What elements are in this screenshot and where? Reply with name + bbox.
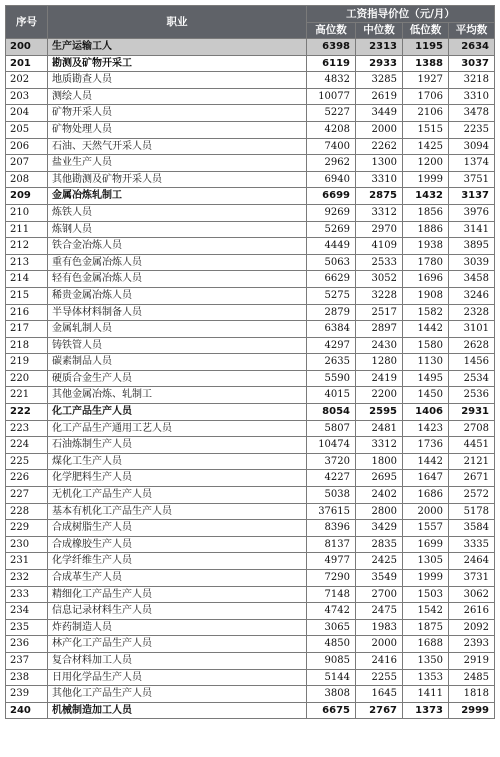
occupation-cell: 炸药制造人员	[48, 619, 307, 636]
high-value-cell: 9269	[307, 204, 356, 221]
table-row	[6, 652, 495, 669]
occupation-cell: 炼铁人员	[48, 204, 307, 221]
occupation-cell: 合成树脂生产人员	[48, 520, 307, 537]
mid-value-cell: 2481	[356, 420, 403, 437]
high-value-cell: 2879	[307, 304, 356, 321]
low-value-cell: 1999	[403, 570, 449, 587]
high-value-cell: 5807	[307, 420, 356, 437]
mid-value-cell: 3310	[356, 171, 403, 188]
table-row	[6, 686, 495, 703]
table-row	[6, 171, 495, 188]
occupation-cell: 矿物处理人员	[48, 121, 307, 138]
low-value-cell: 1373	[403, 702, 449, 719]
serial-no-cell: 238	[6, 669, 48, 686]
serial-no-cell: 226	[6, 470, 48, 487]
serial-no-cell: 207	[6, 155, 48, 172]
table-row	[6, 138, 495, 155]
occupation-cell: 精细化工产品生产人员	[48, 586, 307, 603]
table-row	[6, 453, 495, 470]
serial-no-cell: 213	[6, 254, 48, 271]
serial-no-cell: 222	[6, 404, 48, 421]
occupation-cell: 化学肥料生产人员	[48, 470, 307, 487]
table-row	[6, 121, 495, 138]
mid-value-cell: 3449	[356, 105, 403, 122]
low-value-cell: 1305	[403, 553, 449, 570]
table-row	[6, 221, 495, 238]
mid-value-cell: 2313	[356, 39, 403, 56]
mid-value-cell: 3285	[356, 72, 403, 89]
avg-value-cell: 2464	[449, 553, 495, 570]
serial-no-cell: 216	[6, 304, 48, 321]
occupation-cell: 测绘人员	[48, 88, 307, 105]
low-value-cell: 1927	[403, 72, 449, 89]
avg-value-cell: 3218	[449, 72, 495, 89]
mid-value-cell: 2000	[356, 121, 403, 138]
occupation-cell: 金属冶炼轧制工	[48, 188, 307, 205]
serial-no-cell: 239	[6, 686, 48, 703]
serial-no-cell: 215	[6, 287, 48, 304]
avg-value-cell: 2999	[449, 702, 495, 719]
table-row	[6, 553, 495, 570]
avg-value-cell: 2536	[449, 387, 495, 404]
high-value-cell: 4015	[307, 387, 356, 404]
occupation-cell: 生产运输工人	[48, 39, 307, 56]
mid-value-cell: 3312	[356, 437, 403, 454]
low-value-cell: 1350	[403, 652, 449, 669]
occupation-cell: 稀贵金属冶炼人员	[48, 287, 307, 304]
table-row	[6, 487, 495, 504]
table-row	[6, 404, 495, 421]
low-value-cell: 1542	[403, 603, 449, 620]
occupation-cell: 其他化工产品生产人员	[48, 686, 307, 703]
table-row	[6, 570, 495, 587]
high-value-cell: 5038	[307, 487, 356, 504]
low-value-cell: 1515	[403, 121, 449, 138]
avg-value-cell: 3141	[449, 221, 495, 238]
high-value-cell: 5269	[307, 221, 356, 238]
mid-value-cell: 2933	[356, 55, 403, 72]
high-value-cell: 6675	[307, 702, 356, 719]
occupation-cell: 煤化工生产人员	[48, 453, 307, 470]
table-row	[6, 188, 495, 205]
high-value-cell: 4208	[307, 121, 356, 138]
avg-value-cell: 3062	[449, 586, 495, 603]
low-value-cell: 1999	[403, 171, 449, 188]
mid-value-cell: 2430	[356, 337, 403, 354]
occupation-cell: 其他勘测及矿物开采人员	[48, 171, 307, 188]
serial-no-cell: 200	[6, 39, 48, 56]
avg-value-cell: 3101	[449, 321, 495, 338]
table-row	[6, 619, 495, 636]
avg-value-cell: 1374	[449, 155, 495, 172]
mid-value-cell: 2475	[356, 603, 403, 620]
serial-no-cell: 229	[6, 520, 48, 537]
occupation-cell: 硬质合金生产人员	[48, 370, 307, 387]
mid-value-cell: 2595	[356, 404, 403, 421]
avg-value-cell: 2708	[449, 420, 495, 437]
table-row	[6, 470, 495, 487]
serial-no-cell: 208	[6, 171, 48, 188]
mid-value-cell: 2700	[356, 586, 403, 603]
low-value-cell: 1647	[403, 470, 449, 487]
low-value-cell: 1736	[403, 437, 449, 454]
avg-value-cell: 2328	[449, 304, 495, 321]
avg-value-cell: 3039	[449, 254, 495, 271]
serial-no-cell: 209	[6, 188, 48, 205]
table-row	[6, 437, 495, 454]
occupation-cell: 合成革生产人员	[48, 570, 307, 587]
low-value-cell: 2000	[403, 503, 449, 520]
table-row	[6, 636, 495, 653]
table-row	[6, 254, 495, 271]
occupation-cell: 基本有机化工产品生产人员	[48, 503, 307, 520]
wage-table-container	[5, 5, 494, 719]
table-row	[6, 321, 495, 338]
serial-no-cell: 225	[6, 453, 48, 470]
high-value-cell: 7400	[307, 138, 356, 155]
high-value-cell: 6699	[307, 188, 356, 205]
high-value-cell: 5275	[307, 287, 356, 304]
serial-no-cell: 236	[6, 636, 48, 653]
occupation-cell: 化工产品生产通用工艺人员	[48, 420, 307, 437]
occupation-cell: 碳素制品人员	[48, 354, 307, 371]
occupation-cell: 轻有色金属冶炼人员	[48, 271, 307, 288]
low-value-cell: 2106	[403, 105, 449, 122]
mid-value-cell: 1280	[356, 354, 403, 371]
high-value-cell: 5590	[307, 370, 356, 387]
avg-value-cell: 2534	[449, 370, 495, 387]
low-value-cell: 1503	[403, 586, 449, 603]
mid-value-cell: 2517	[356, 304, 403, 321]
occupation-cell: 重有色金属冶炼人员	[48, 254, 307, 271]
high-value-cell: 8137	[307, 536, 356, 553]
high-value-cell: 2962	[307, 155, 356, 172]
header-mid: 中位数	[356, 23, 403, 39]
table-row	[6, 72, 495, 89]
table-row	[6, 520, 495, 537]
serial-no-cell: 227	[6, 487, 48, 504]
table-row	[6, 702, 495, 719]
mid-value-cell: 2255	[356, 669, 403, 686]
table-row	[6, 420, 495, 437]
avg-value-cell: 2092	[449, 619, 495, 636]
high-value-cell: 4742	[307, 603, 356, 620]
table-row	[6, 387, 495, 404]
high-value-cell: 7290	[307, 570, 356, 587]
low-value-cell: 1442	[403, 453, 449, 470]
high-value-cell: 7148	[307, 586, 356, 603]
table-row	[6, 287, 495, 304]
table-row	[6, 55, 495, 72]
wage-guideline-table	[5, 5, 495, 719]
mid-value-cell: 4109	[356, 238, 403, 255]
serial-no-cell: 235	[6, 619, 48, 636]
serial-no-cell: 210	[6, 204, 48, 221]
high-value-cell: 6629	[307, 271, 356, 288]
occupation-cell: 化学纤维生产人员	[48, 553, 307, 570]
occupation-cell: 机械制造加工人员	[48, 702, 307, 719]
low-value-cell: 1582	[403, 304, 449, 321]
occupation-cell: 无机化工产品生产人员	[48, 487, 307, 504]
serial-no-cell: 219	[6, 354, 48, 371]
table-row	[6, 155, 495, 172]
occupation-cell: 信息记录材料生产人员	[48, 603, 307, 620]
high-value-cell: 6398	[307, 39, 356, 56]
table-row	[6, 105, 495, 122]
header-occupation: 职业	[48, 6, 307, 39]
serial-no-cell: 220	[6, 370, 48, 387]
mid-value-cell: 2419	[356, 370, 403, 387]
mid-value-cell: 3549	[356, 570, 403, 587]
high-value-cell: 8396	[307, 520, 356, 537]
low-value-cell: 1580	[403, 337, 449, 354]
avg-value-cell: 3976	[449, 204, 495, 221]
mid-value-cell: 2416	[356, 652, 403, 669]
serial-no-cell: 232	[6, 570, 48, 587]
table-row	[6, 88, 495, 105]
high-value-cell: 3065	[307, 619, 356, 636]
mid-value-cell: 3228	[356, 287, 403, 304]
serial-no-cell: 233	[6, 586, 48, 603]
high-value-cell: 4850	[307, 636, 356, 653]
serial-no-cell: 223	[6, 420, 48, 437]
serial-no-cell: 218	[6, 337, 48, 354]
avg-value-cell: 3094	[449, 138, 495, 155]
serial-no-cell: 202	[6, 72, 48, 89]
mid-value-cell: 3429	[356, 520, 403, 537]
header-wage-group: 工资指导价位（元/月）	[307, 6, 495, 23]
serial-no-cell: 237	[6, 652, 48, 669]
mid-value-cell: 2695	[356, 470, 403, 487]
avg-value-cell: 3895	[449, 238, 495, 255]
low-value-cell: 1423	[403, 420, 449, 437]
mid-value-cell: 2262	[356, 138, 403, 155]
high-value-cell: 3808	[307, 686, 356, 703]
avg-value-cell: 2235	[449, 121, 495, 138]
low-value-cell: 1886	[403, 221, 449, 238]
serial-no-cell: 206	[6, 138, 48, 155]
high-value-cell: 6384	[307, 321, 356, 338]
table-row	[6, 354, 495, 371]
table-row	[6, 536, 495, 553]
table-body	[6, 39, 495, 719]
avg-value-cell: 3458	[449, 271, 495, 288]
avg-value-cell: 3751	[449, 171, 495, 188]
table-row	[6, 370, 495, 387]
avg-value-cell: 3310	[449, 88, 495, 105]
table-row	[6, 669, 495, 686]
avg-value-cell: 2485	[449, 669, 495, 686]
avg-value-cell: 2572	[449, 487, 495, 504]
header-high: 高位数	[307, 23, 356, 39]
high-value-cell: 4227	[307, 470, 356, 487]
low-value-cell: 1557	[403, 520, 449, 537]
avg-value-cell: 3246	[449, 287, 495, 304]
low-value-cell: 1425	[403, 138, 449, 155]
high-value-cell: 5063	[307, 254, 356, 271]
occupation-cell: 地质勘查人员	[48, 72, 307, 89]
avg-value-cell: 1456	[449, 354, 495, 371]
mid-value-cell: 2875	[356, 188, 403, 205]
avg-value-cell: 3584	[449, 520, 495, 537]
high-value-cell: 6119	[307, 55, 356, 72]
occupation-cell: 石油炼制生产人员	[48, 437, 307, 454]
high-value-cell: 10077	[307, 88, 356, 105]
low-value-cell: 1856	[403, 204, 449, 221]
high-value-cell: 4297	[307, 337, 356, 354]
occupation-cell: 铁合金冶炼人员	[48, 238, 307, 255]
high-value-cell: 10474	[307, 437, 356, 454]
low-value-cell: 1495	[403, 370, 449, 387]
occupation-cell: 半导体材料制备人员	[48, 304, 307, 321]
low-value-cell: 1699	[403, 536, 449, 553]
high-value-cell: 8054	[307, 404, 356, 421]
low-value-cell: 1706	[403, 88, 449, 105]
avg-value-cell: 4451	[449, 437, 495, 454]
occupation-cell: 林产化工产品生产人员	[48, 636, 307, 653]
low-value-cell: 1688	[403, 636, 449, 653]
mid-value-cell: 2533	[356, 254, 403, 271]
serial-no-cell: 212	[6, 238, 48, 255]
low-value-cell: 1388	[403, 55, 449, 72]
low-value-cell: 1938	[403, 238, 449, 255]
table-row	[6, 337, 495, 354]
occupation-cell: 铸铁管人员	[48, 337, 307, 354]
high-value-cell: 37615	[307, 503, 356, 520]
avg-value-cell: 2616	[449, 603, 495, 620]
mid-value-cell: 2835	[356, 536, 403, 553]
high-value-cell: 4832	[307, 72, 356, 89]
serial-no-cell: 201	[6, 55, 48, 72]
serial-no-cell: 217	[6, 321, 48, 338]
mid-value-cell: 2619	[356, 88, 403, 105]
low-value-cell: 1875	[403, 619, 449, 636]
mid-value-cell: 2425	[356, 553, 403, 570]
occupation-cell: 合成橡胶生产人员	[48, 536, 307, 553]
occupation-cell: 盐业生产人员	[48, 155, 307, 172]
low-value-cell: 1686	[403, 487, 449, 504]
avg-value-cell: 1818	[449, 686, 495, 703]
mid-value-cell: 3312	[356, 204, 403, 221]
mid-value-cell: 2897	[356, 321, 403, 338]
occupation-cell: 石油、天然气开采人员	[48, 138, 307, 155]
avg-value-cell: 3478	[449, 105, 495, 122]
high-value-cell: 3720	[307, 453, 356, 470]
mid-value-cell: 2800	[356, 503, 403, 520]
mid-value-cell: 2200	[356, 387, 403, 404]
table-row	[6, 204, 495, 221]
low-value-cell: 1432	[403, 188, 449, 205]
serial-no-cell: 214	[6, 271, 48, 288]
low-value-cell: 1442	[403, 321, 449, 338]
low-value-cell: 1406	[403, 404, 449, 421]
low-value-cell: 1200	[403, 155, 449, 172]
avg-value-cell: 3137	[449, 188, 495, 205]
header-avg: 平均数	[449, 23, 495, 39]
mid-value-cell: 1983	[356, 619, 403, 636]
table-row	[6, 238, 495, 255]
serial-no-cell: 240	[6, 702, 48, 719]
avg-value-cell: 5178	[449, 503, 495, 520]
occupation-cell: 炼钢人员	[48, 221, 307, 238]
occupation-cell: 勘测及矿物开采工	[48, 55, 307, 72]
avg-value-cell: 2671	[449, 470, 495, 487]
serial-no-cell: 224	[6, 437, 48, 454]
serial-no-cell: 221	[6, 387, 48, 404]
mid-value-cell: 1300	[356, 155, 403, 172]
low-value-cell: 1780	[403, 254, 449, 271]
serial-no-cell: 231	[6, 553, 48, 570]
low-value-cell: 1353	[403, 669, 449, 686]
header-low: 低位数	[403, 23, 449, 39]
mid-value-cell: 2402	[356, 487, 403, 504]
high-value-cell: 9085	[307, 652, 356, 669]
low-value-cell: 1130	[403, 354, 449, 371]
mid-value-cell: 2970	[356, 221, 403, 238]
high-value-cell: 4449	[307, 238, 356, 255]
serial-no-cell: 205	[6, 121, 48, 138]
mid-value-cell: 2000	[356, 636, 403, 653]
avg-value-cell: 2919	[449, 652, 495, 669]
avg-value-cell: 2121	[449, 453, 495, 470]
high-value-cell: 4977	[307, 553, 356, 570]
mid-value-cell: 2767	[356, 702, 403, 719]
low-value-cell: 1908	[403, 287, 449, 304]
low-value-cell: 1450	[403, 387, 449, 404]
low-value-cell: 1411	[403, 686, 449, 703]
occupation-cell: 复合材料加工人员	[48, 652, 307, 669]
avg-value-cell: 2634	[449, 39, 495, 56]
occupation-cell: 日用化学品生产人员	[48, 669, 307, 686]
mid-value-cell: 1645	[356, 686, 403, 703]
header-serial-no: 序号	[6, 6, 48, 39]
high-value-cell: 5144	[307, 669, 356, 686]
table-header-row-1	[6, 6, 495, 23]
serial-no-cell: 230	[6, 536, 48, 553]
table-row	[6, 271, 495, 288]
mid-value-cell: 1800	[356, 453, 403, 470]
serial-no-cell: 203	[6, 88, 48, 105]
occupation-cell: 矿物开采人员	[48, 105, 307, 122]
table-row	[6, 304, 495, 321]
high-value-cell: 2635	[307, 354, 356, 371]
table-row	[6, 586, 495, 603]
high-value-cell: 5227	[307, 105, 356, 122]
occupation-cell: 金属轧制人员	[48, 321, 307, 338]
serial-no-cell: 204	[6, 105, 48, 122]
occupation-cell: 化工产品生产人员	[48, 404, 307, 421]
serial-no-cell: 228	[6, 503, 48, 520]
mid-value-cell: 3052	[356, 271, 403, 288]
avg-value-cell: 3731	[449, 570, 495, 587]
table-row	[6, 39, 495, 56]
avg-value-cell: 3335	[449, 536, 495, 553]
low-value-cell: 1195	[403, 39, 449, 56]
serial-no-cell: 211	[6, 221, 48, 238]
high-value-cell: 6940	[307, 171, 356, 188]
avg-value-cell: 2628	[449, 337, 495, 354]
occupation-cell: 其他金属冶炼、轧制工	[48, 387, 307, 404]
table-row	[6, 603, 495, 620]
table-row	[6, 503, 495, 520]
low-value-cell: 1696	[403, 271, 449, 288]
serial-no-cell: 234	[6, 603, 48, 620]
avg-value-cell: 2931	[449, 404, 495, 421]
avg-value-cell: 2393	[449, 636, 495, 653]
avg-value-cell: 3037	[449, 55, 495, 72]
